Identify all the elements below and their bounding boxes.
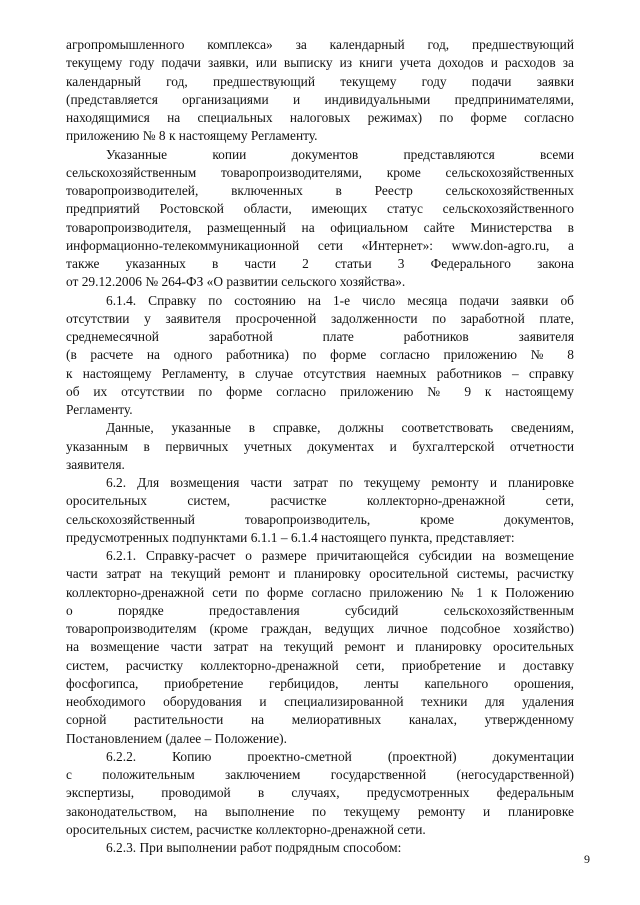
text-line: (представляется организациями и индивидуальными предпринимателями, (66, 91, 574, 107)
document-body (66, 36, 574, 857)
text-line: коллекторно-дренажной сети по форме согласно приложению № 1 к Положению (66, 584, 574, 600)
text-line: сельскохозяйственный товаропроизводитель, кроме документов, (66, 511, 574, 527)
text-line: предприятий Ростовской области, имеющих статус сельскохозяйственного (66, 201, 574, 217)
text-line: также указанных в части 2 статьи 3 Федерального закона (66, 256, 574, 271)
text-line: с положительным заключением государственной (негосударственной) (66, 767, 574, 782)
text-line: Данные, указанные в справке, должны соответствовать сведениям, (106, 420, 574, 436)
text-line: части затрат на текущий ремонт и планировку оросительной системы, расчистку (66, 566, 574, 582)
text-line: Указанные копии документов представляются всеми (106, 146, 574, 162)
text-line: текущему году подачи заявки, или выписку из книги учета доходов и расходов за (66, 55, 574, 71)
text-line: 6.2.1. Справку-расчет о размере причитающейся субсидии на возмещение (106, 548, 574, 563)
text-line: 6.2. Для возмещения части затрат по текущему ремонту и планировке (106, 475, 574, 490)
text-line: на возмещение части затрат на текущий ремонт и планировку оросительных (66, 639, 574, 655)
text-line: необходимого оборудования и специализированной техники для удаления (66, 694, 574, 709)
text-line: информационно-телекоммуникационной сети «Интернет»: www.don-agro.ru, а (66, 237, 574, 253)
text-line: Регламенту. (66, 402, 133, 417)
text-line: товаропроизводителям (кроме граждан, ведущих личное подсобное хозяйство) (66, 621, 574, 636)
text-line: заявителя. (66, 456, 125, 472)
text-line: к настоящему Регламенту, в случае отсутствия наемных работников – справку (66, 365, 574, 381)
text-line: среднемесячной заработной плате работников заявителя (66, 329, 574, 344)
text-line: (в расчете на одного работника) по форме согласно приложению № 8 (66, 347, 574, 363)
text-line: указанным в первичных учетных документах и бухгалтерской отчетности (66, 438, 574, 454)
text-line: оросительных систем, расчистке коллекторно-дренажной сети. (66, 821, 426, 837)
text-line: от 29.12.2006 № 264-ФЗ «О развитии сельского хозяйства». (66, 274, 406, 290)
text-line: агропромышленного комплекса» за календарный год, предшествующий (66, 37, 574, 52)
text-line: сорной растительности на мелиоративных каналах, утвержденному (66, 712, 574, 728)
text-line: о порядке предоставления субсидий сельскохозяйственным (66, 602, 574, 618)
text-line: оросительных систем, расчистке коллекторно-дренажной сети, (66, 493, 574, 509)
text-line: товаропроизводителя, размещенный на официальном сайте Министерства в (66, 219, 574, 235)
text-line: предусмотренных подпунктами 6.1.1 – 6.1.4 настоящего пункта, представляет: (66, 529, 515, 545)
text-line: фосфогипса, приобретение гербицидов, ленты капельного орошения, (66, 675, 574, 691)
text-line: товаропроизводителей, включенных в Реестр сельскохозяйственных (66, 183, 574, 198)
text-line: Постановлением (далее – Положение). (66, 730, 287, 746)
text-line: 6.2.3. При выполнении работ подрядным способом: (106, 840, 402, 855)
text-line: 6.2.2. Копию проектно-сметной (проектной) документации (106, 748, 574, 764)
text-line: систем, расчистку коллекторно-дренажной сети, приобретение и доставку (66, 657, 574, 673)
text-line: находящимися на специальных налоговых режимах) по форме согласно (66, 110, 574, 125)
text-line: законодательством, на выполнение по текущему ремонту и планировке (66, 803, 574, 819)
text-line: приложению № 8 к настоящему Регламенту. (66, 128, 318, 144)
text-line: 6.1.4. Справку по состоянию на 1-е число месяца подачи заявки об (106, 292, 574, 308)
page-number: 9 (584, 852, 590, 866)
text-line: об их отсутствии по форме согласно приложению № 9 к настоящему (66, 383, 574, 399)
text-line: экспертизы, проводимой в случаях, предусмотренных федеральным (66, 785, 574, 801)
text-line: сельскохозяйственным товаропроизводителями, кроме сельскохозяйственных (66, 164, 574, 180)
text-line: календарный год, предшествующий текущему году подачи заявки (66, 73, 574, 89)
text-line: отсутствии у заявителя просроченной задолженности по заработной плате, (66, 310, 574, 326)
